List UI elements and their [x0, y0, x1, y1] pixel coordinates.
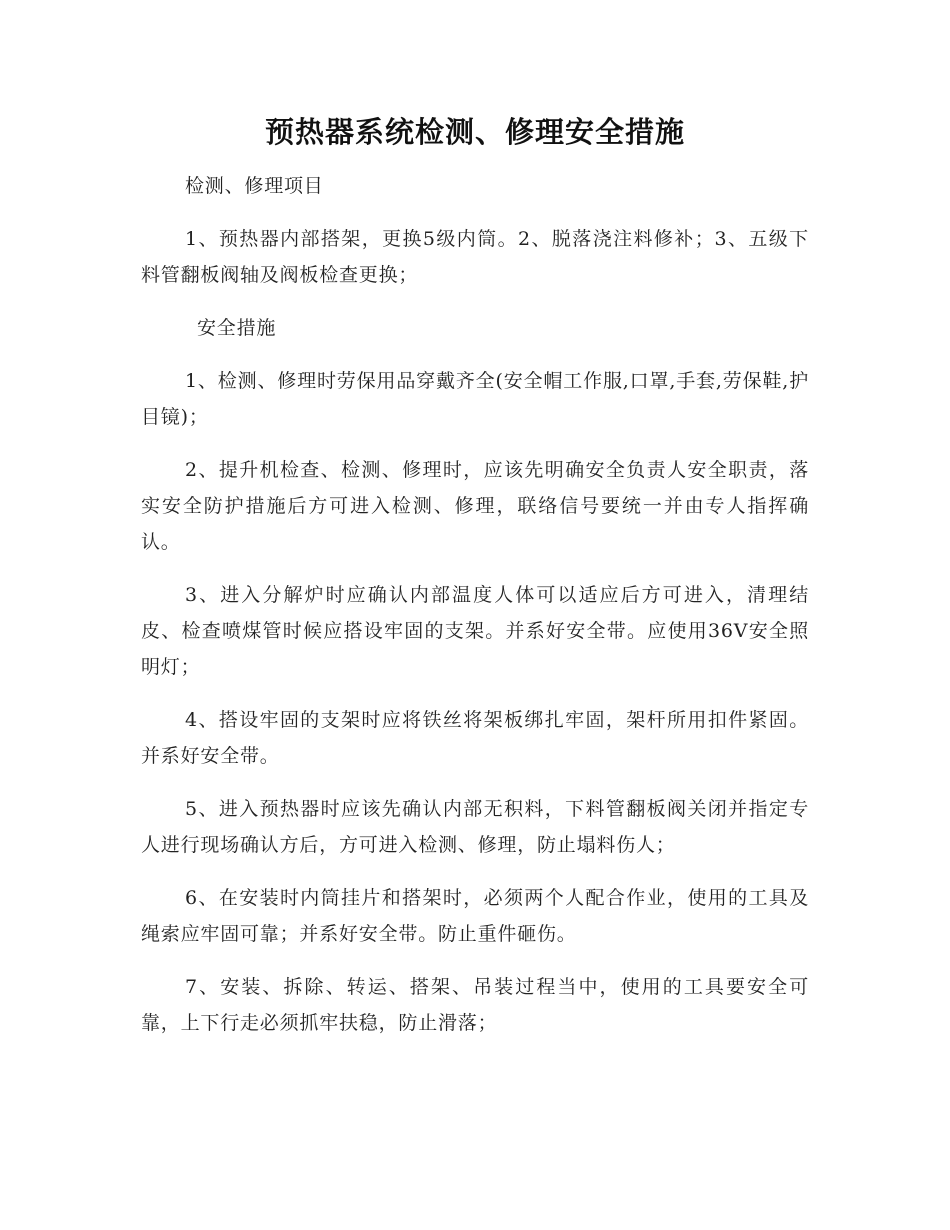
- section-heading-items: 检测、修理项目: [185, 175, 324, 197]
- measure-paragraph-4: 4、搭设牢固的支架时应将铁丝将架板绑扎牢固，架杆所用扣件紧固。并系好安全带。: [141, 709, 809, 767]
- items-paragraph: 1、预热器内部搭架，更换5级内筒。2、脱落浇注料修补；3、五级下料管翻板阀轴及阀板检查更换；: [141, 228, 809, 286]
- document-title: 预热器系统检测、修理安全措施: [264, 115, 685, 149]
- measure-paragraph-7: 7、安装、拆除、转运、搭架、吊装过程当中，使用的工具要安全可靠，上下行走必须抓牢扶稳，防止滑落；: [141, 976, 809, 1034]
- measure-paragraph-3: 3、进入分解炉时应确认内部温度人体可以适应后方可进入，清理结皮、检查喷煤管时候应搭设牢固的支架。并系好安全带。应使用36V安全照明灯；: [141, 584, 809, 678]
- section-heading-measures: 安全措施: [197, 317, 277, 339]
- measure-paragraph-6: 6、在安装时内筒挂片和搭架时，必须两个人配合作业，使用的工具及绳索应牢固可靠；并系好安全带。防止重件砸伤。: [141, 887, 809, 945]
- document-body: [141, 168, 809, 1058]
- measure-paragraph-2: 2、提升机检查、检测、修理时，应该先明确安全负责人安全职责，落实安全防护措施后方可进入检测、修理，联络信号要统一并由专人指挥确认。: [141, 459, 809, 553]
- measure-paragraph-5: 5、进入预热器时应该先确认内部无积料，下料管翻板阀关闭并指定专人进行现场确认方后，方可进入检测、修理，防止塌料伤人；: [141, 798, 809, 856]
- measure-paragraph-1: 1、检测、修理时劳保用品穿戴齐全(安全帽工作服,口罩,手套,劳保鞋,护目镜)；: [141, 370, 809, 428]
